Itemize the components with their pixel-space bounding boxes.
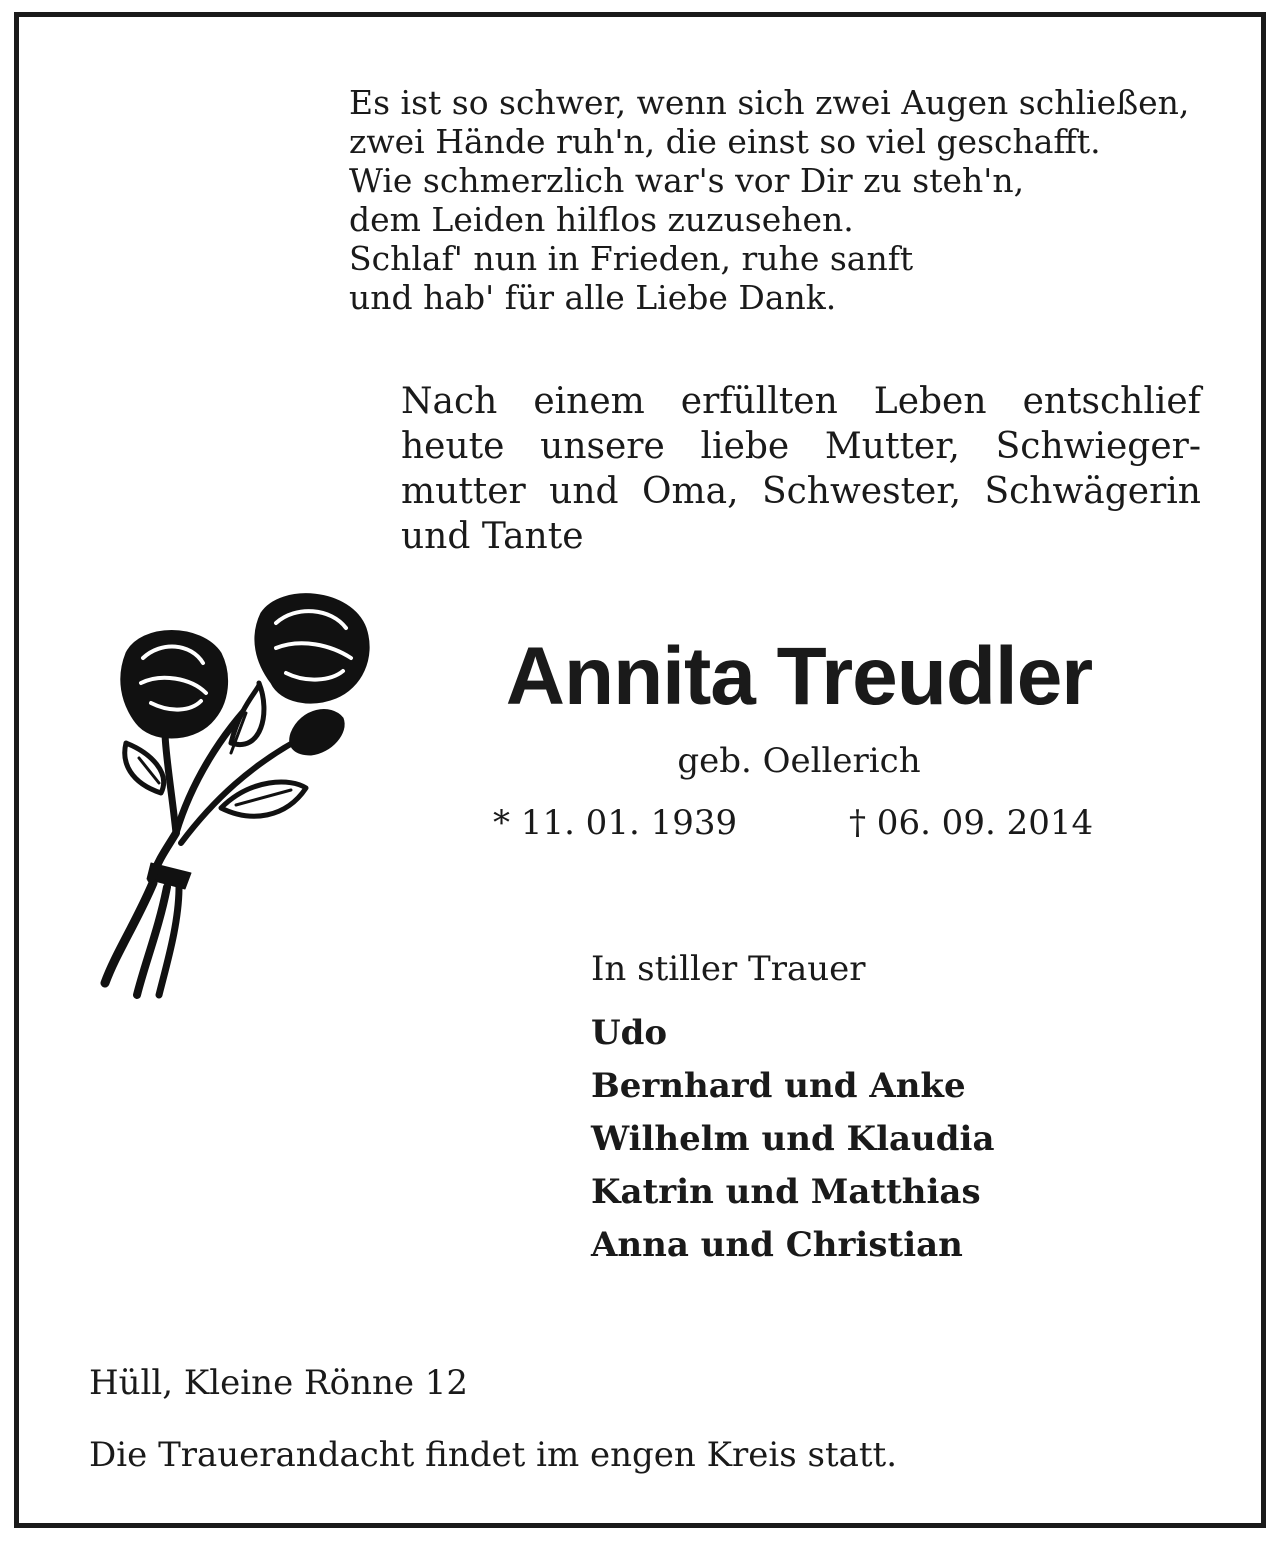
- intro-line: heute unsere liebe Mutter, Schwieger-: [401, 426, 1201, 467]
- deceased-name: Annita Treudler: [505, 631, 1093, 722]
- intro-line: mutter und Oma, Schwester, Schwägerin: [401, 471, 1201, 512]
- poem-line: dem Leiden hilflos zuzusehen.: [349, 200, 854, 239]
- mourners-lead: In stiller Trauer: [591, 949, 866, 989]
- mourner-name: Bernhard und Anke: [591, 1066, 966, 1106]
- obituary-frame: [14, 12, 1266, 1528]
- poem-line: zwei Hände ruh'n, die einst so viel geschafft.: [349, 122, 1101, 161]
- mourner-name: Katrin und Matthias: [591, 1172, 981, 1212]
- poem-line: und hab' für alle Liebe Dank.: [349, 278, 837, 317]
- poem-line: Schlaf' nun in Frieden, ruhe sanft: [349, 239, 914, 278]
- intro-text: [401, 379, 1201, 559]
- intro-line: und Tante: [401, 516, 584, 557]
- poem-line: Es ist so schwer, wenn sich zwei Augen schließen,: [349, 83, 1190, 122]
- maiden-name: geb. Oellerich: [677, 741, 921, 781]
- mourners: [591, 947, 994, 1272]
- intro-line: Nach einem erfüllten Leben entschlief: [401, 381, 1201, 422]
- birth-date: * 11. 01. 1939: [493, 803, 738, 843]
- service-notice: Die Trauerandacht findet im engen Kreis statt.: [89, 1435, 898, 1475]
- roses-icon: [81, 583, 371, 1003]
- poem-line: Wie schmerzlich war's vor Dir zu steh'n,: [349, 161, 1025, 200]
- death-date: † 06. 09. 2014: [849, 803, 1094, 843]
- mourner-name: Anna und Christian: [591, 1225, 963, 1265]
- mourner-name: Udo: [591, 1013, 668, 1053]
- address: Hüll, Kleine Rönne 12: [89, 1363, 469, 1403]
- mourner-name: Wilhelm und Klaudia: [591, 1119, 995, 1159]
- poem: [349, 83, 1189, 317]
